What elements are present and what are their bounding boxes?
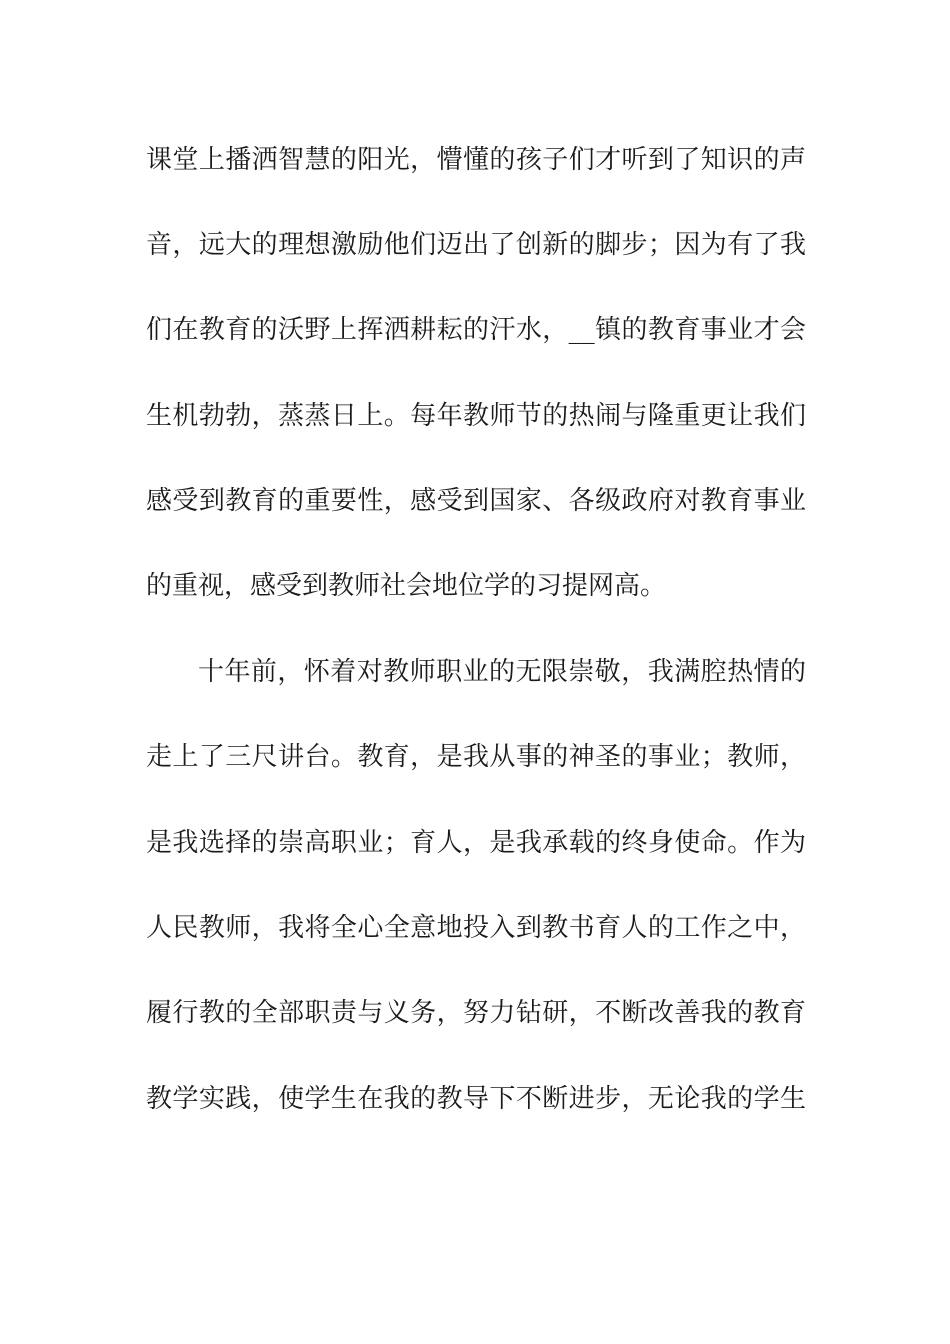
text-line: 是我选择的崇高职业；育人，是我承载的终身使命。作为: [146, 828, 806, 858]
text-line: 人民教师，我将全心全意地投入到教书育人的工作之中，: [146, 913, 806, 943]
text-line: 们在教育的沃野上挥洒耕耘的汗水，__镇的教育事业才会: [146, 315, 806, 345]
text-line: 感受到教育的重要性，感受到国家、各级政府对教育事业: [146, 486, 806, 516]
text-line: 走上了三尺讲台。教育，是我从事的神圣的事业；教师，: [146, 742, 806, 772]
text-line: 生机勃勃，蒸蒸日上。每年教师节的热闹与隆重更让我们: [146, 401, 806, 431]
text-line: 课堂上播洒智慧的阳光，懵懂的孩子们才听到了知识的声: [146, 145, 806, 175]
text-line: 音，远大的理想激励他们迈出了创新的脚步；因为有了我: [146, 230, 806, 260]
text-line-paragraph-end: 的重视，感受到教师社会地位学的习提网高。: [146, 571, 667, 601]
text-line: 教学实践，使学生在我的教导下不断进步，无论我的学生: [146, 1084, 806, 1114]
text-line: 履行教的全部职责与义务，努力钻研，不断改善我的教育: [146, 998, 806, 1028]
text-line-paragraph-start: 十年前，怀着对教师职业的无限崇敬，我满腔热情的: [198, 657, 806, 687]
